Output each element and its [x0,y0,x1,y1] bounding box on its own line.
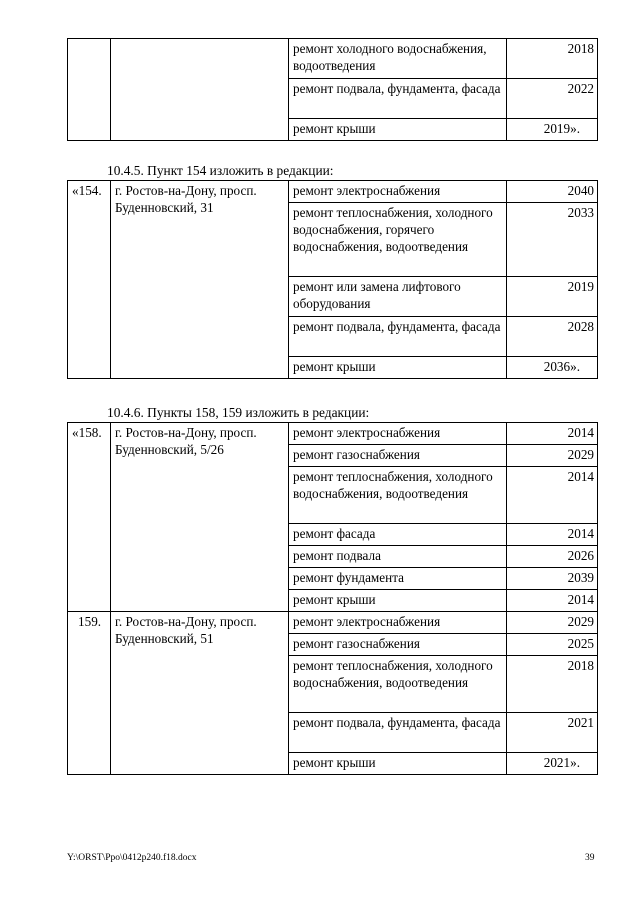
work-cell: ремонт крыши [289,119,507,141]
num-cell [68,39,111,141]
work-cell: ремонт подвала, фундамента, фасада [289,317,507,357]
year-cell: 2022 [507,79,598,119]
year-cell: 2026 [507,546,598,568]
address-cell: г. Ростов-на-Дону, просп. Буденновский, 51 [111,612,289,775]
table-154 [67,180,598,379]
table-row [68,39,598,79]
year-cell: 2040 [507,181,598,203]
work-cell: ремонт подвала, фундамента, фасада [289,79,507,119]
year-cell: 2018 [507,39,598,79]
table-row [68,181,598,203]
work-cell: ремонт подвала, фундамента, фасада [289,713,507,753]
year-cell: 2021». [507,753,598,775]
year-cell: 2039 [507,568,598,590]
year-cell: 2029 [507,445,598,467]
work-cell: ремонт электроснабжения [289,612,507,634]
address-cell [111,39,289,141]
work-cell: ремонт или замена лифтового оборудования [289,277,507,317]
num-cell: «158. [68,423,111,612]
work-cell: ремонт подвала [289,546,507,568]
work-cell: ремонт электроснабжения [289,423,507,445]
year-cell: 2019 [507,277,598,317]
work-cell: ремонт крыши [289,357,507,379]
year-cell: 2019». [507,119,598,141]
section-heading: 10.4.5. Пункт 154 изложить в редакции: [107,163,334,178]
work-cell: ремонт газоснабжения [289,445,507,467]
year-cell: 2036». [507,357,598,379]
section-heading: 10.4.6. Пункты 158, 159 изложить в редакции: [107,405,370,420]
page-number: 39 [585,853,595,863]
work-cell: ремонт теплоснабжения, холодного водоснабжения, водоотведения [289,656,507,713]
footer-file-path: Y:\ORST\Ppo\0412p240.f18.docx [67,853,197,863]
work-cell: ремонт фасада [289,524,507,546]
year-cell: 2029 [507,612,598,634]
table-row [68,423,598,445]
address-cell: г. Ростов-на-Дону, просп. Буденновский, 5/26 [111,423,289,612]
year-cell: 2028 [507,317,598,357]
year-cell: 2014 [507,423,598,445]
work-cell: ремонт электроснабжения [289,181,507,203]
year-cell: 2033 [507,203,598,277]
table-158-159 [67,422,598,775]
work-cell: ремонт крыши [289,590,507,612]
year-cell: 2014 [507,467,598,524]
num-cell: «154. [68,181,111,379]
year-cell: 2018 [507,656,598,713]
year-cell: 2021 [507,713,598,753]
address-cell: г. Ростов-на-Дону, просп. Буденновский, 31 [111,181,289,379]
work-cell: ремонт теплоснабжения, холодного водоснабжения, горячего водоснабжения, водоотведения [289,203,507,277]
work-cell: ремонт фундамента [289,568,507,590]
year-cell: 2014 [507,524,598,546]
work-cell: ремонт газоснабжения [289,634,507,656]
num-cell: 159. [68,612,111,775]
table-row [68,612,598,634]
continuation-table [67,38,598,141]
work-cell: ремонт холодного водоснабжения, водоотведения [289,39,507,79]
year-cell: 2025 [507,634,598,656]
work-cell: ремонт крыши [289,753,507,775]
year-cell: 2014 [507,590,598,612]
work-cell: ремонт теплоснабжения, холодного водоснабжения, водоотведения [289,467,507,524]
